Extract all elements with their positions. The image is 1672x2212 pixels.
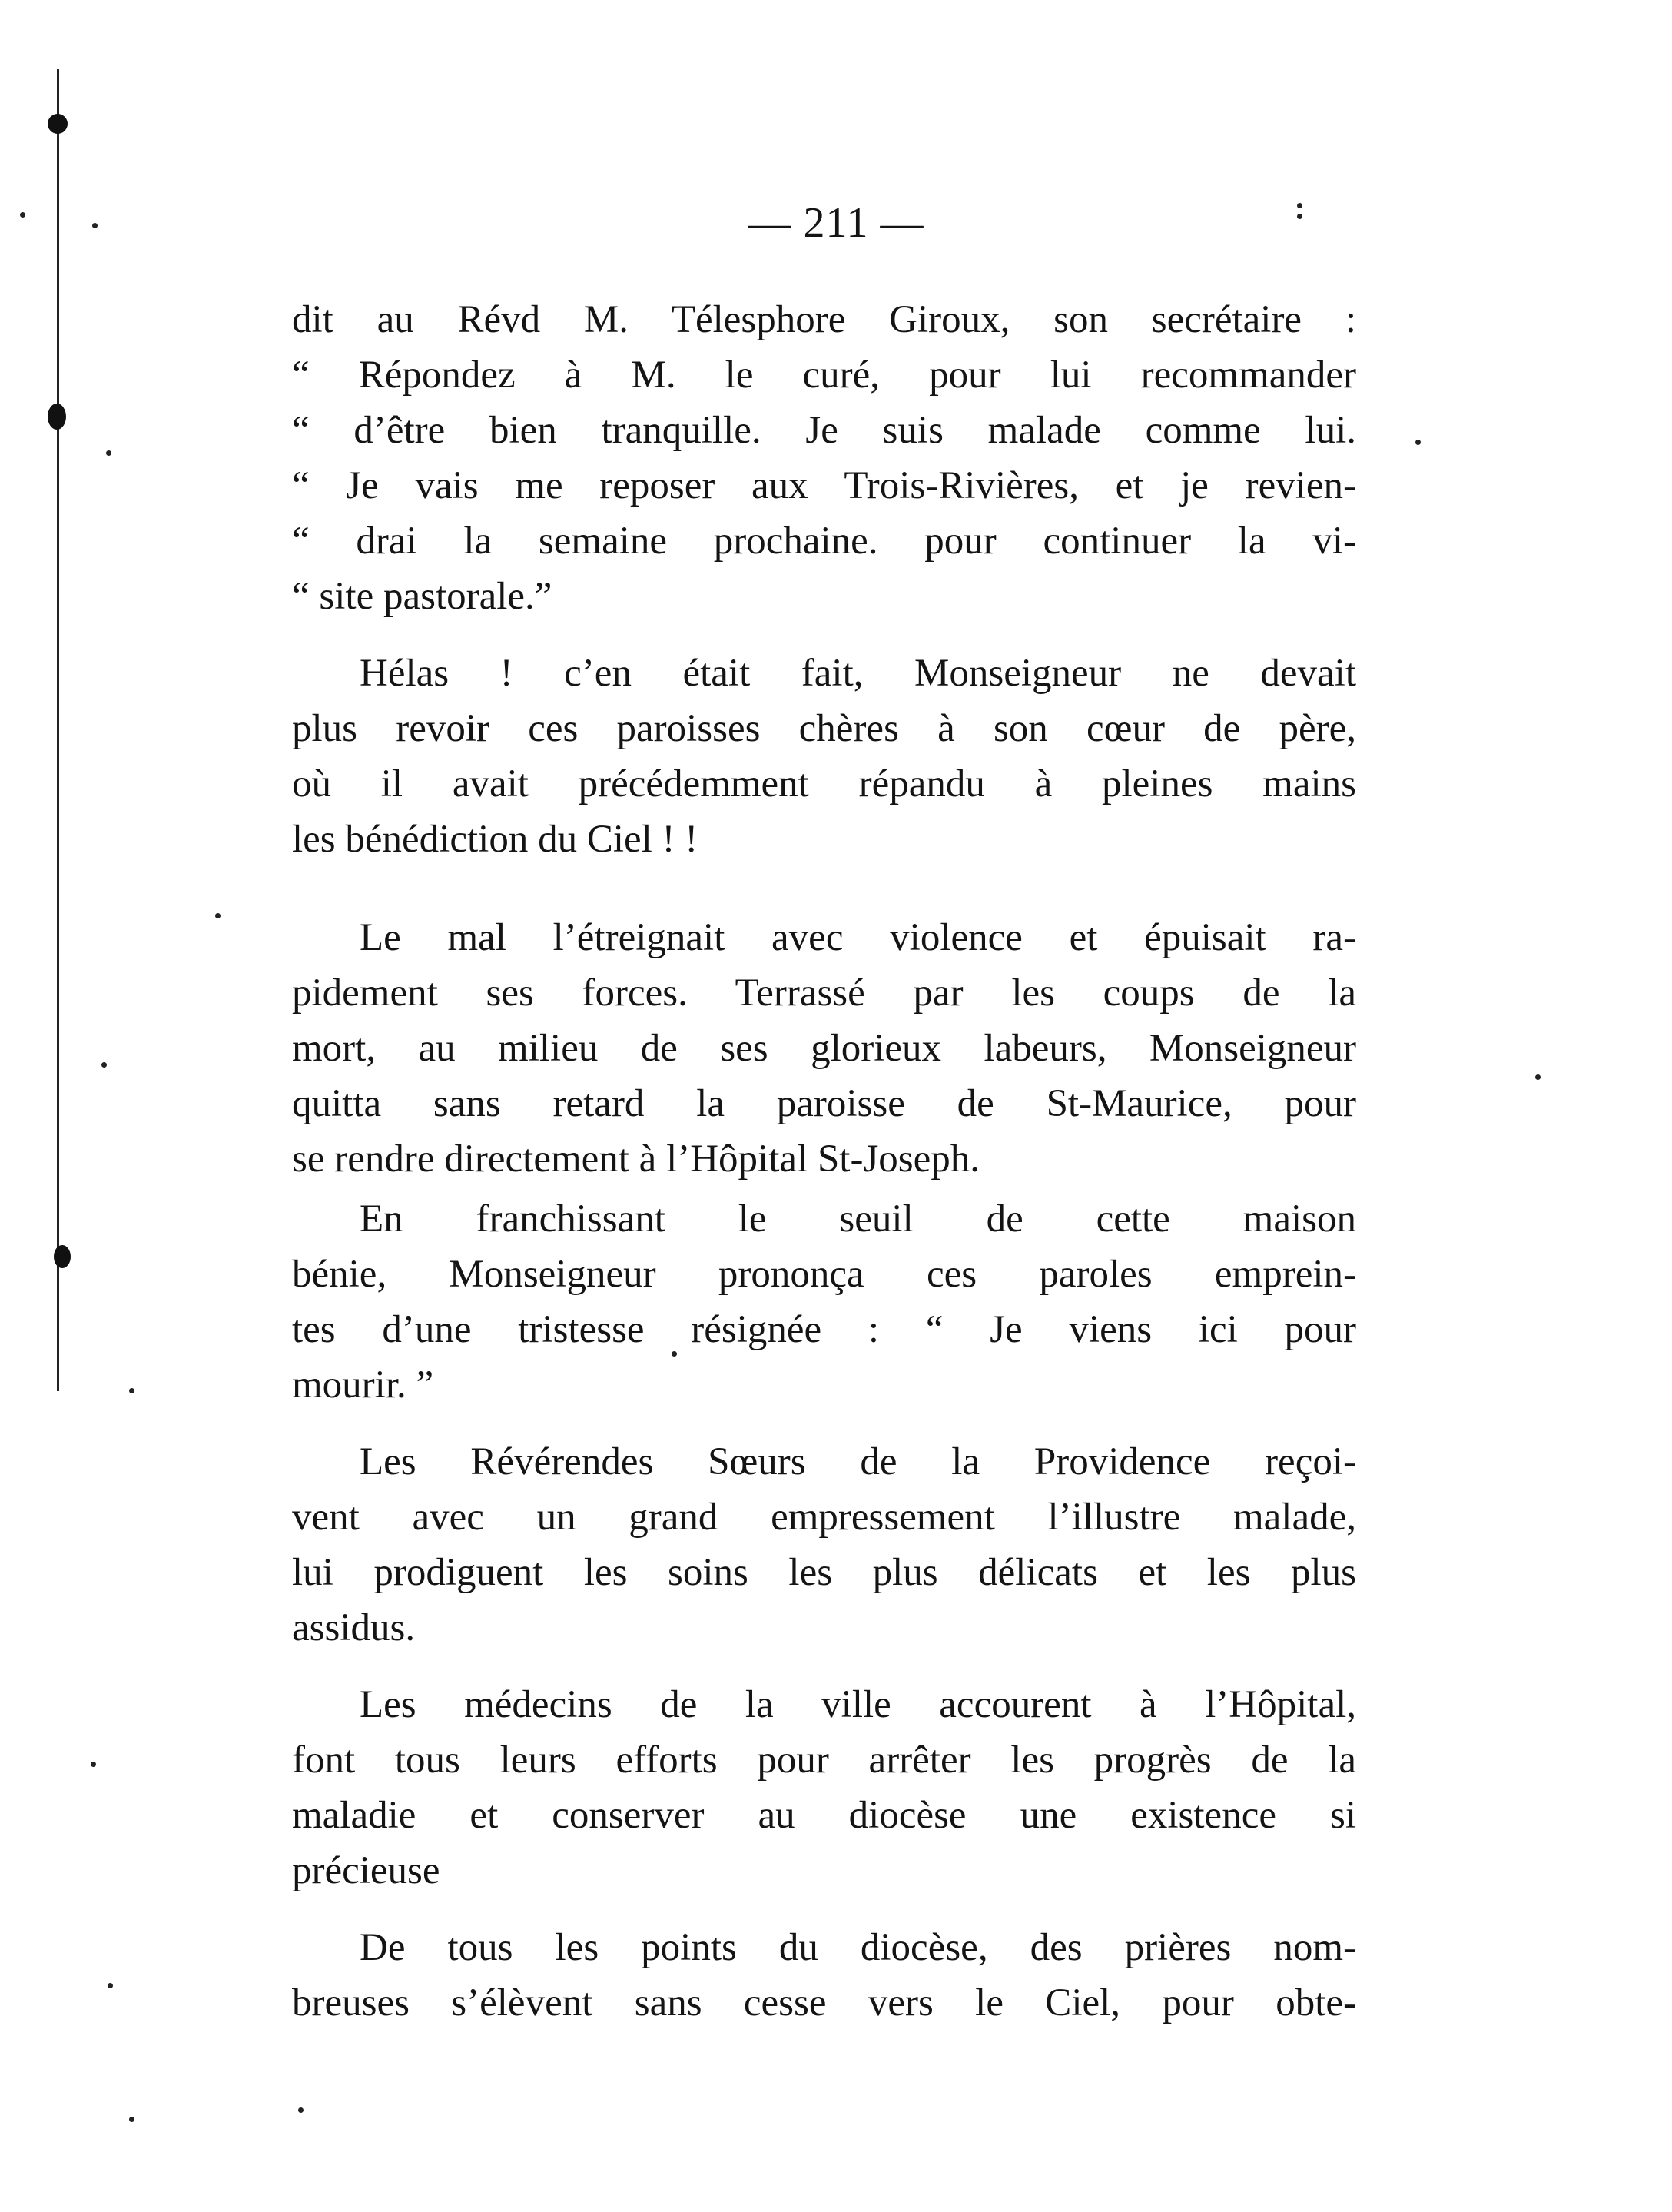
scan-speck (91, 1762, 96, 1767)
binding-mark (48, 114, 68, 134)
binding-mark (48, 404, 66, 430)
text-line: quitta sans retard la paroisse de St-Maurice, pour (292, 1082, 1356, 1125)
text-line: se rendre directement à l’Hôpital St-Joseph. (292, 1138, 980, 1181)
text-line: dit au Révd M. Télesphore Giroux, son secrétaire : (292, 298, 1356, 341)
text-line: “ d’être bien tranquille. Je suis malade comme lui. (292, 409, 1356, 452)
text-line: pidement ses forces. Terrassé par les coups de la (292, 971, 1356, 1015)
scan-speck (106, 450, 111, 456)
paragraph (292, 1191, 1356, 1413)
paragraph (292, 1434, 1356, 1656)
scan-speck (1415, 440, 1421, 445)
text-line: assidus. (292, 1606, 416, 1649)
text-line: plus revoir ces paroisses chères à son cœur de père, (292, 707, 1356, 750)
paragraph (292, 292, 1356, 624)
text-line: vent avec un grand empressement l’illustre malade, (292, 1496, 1356, 1539)
text-line: maladie et conserver au diocèse une existence si (292, 1794, 1356, 1837)
paragraph (292, 1920, 1356, 2031)
text-line: les bénédiction du Ciel ! ! (292, 818, 698, 861)
scan-speck (298, 2107, 304, 2113)
text-line: mourir. ” (292, 1363, 434, 1407)
scan-speck (215, 913, 221, 918)
binding-edge-line (57, 69, 59, 1391)
scan-speck (129, 2117, 134, 2122)
paragraph (292, 910, 1356, 1187)
text-line: précieuse (292, 1849, 440, 1892)
text-line: Les médecins de la ville accourent à l’Hôpital, (360, 1683, 1356, 1726)
paragraph (292, 1677, 1356, 1898)
scan-speck (1535, 1074, 1541, 1080)
text-line: bénie, Monseigneur prononça ces paroles emprein- (292, 1253, 1356, 1296)
text-line: où il avait précédemment répandu à pleines mains (292, 762, 1356, 805)
text-line: Le mal l’étreignait avec violence et épuisait ra- (360, 916, 1356, 959)
scan-speck (101, 1062, 107, 1068)
text-line: mort, au milieu de ses glorieux labeurs, Monseigneur (292, 1027, 1356, 1070)
text-line: De tous les points du diocèse, des prières nom- (360, 1926, 1356, 1969)
text-line: lui prodiguent les soins les plus délicats et les plus (292, 1551, 1356, 1594)
binding-mark (54, 1245, 71, 1268)
body-text (292, 292, 1356, 2031)
page-number: — 211 — (748, 199, 924, 247)
paragraph (292, 646, 1356, 867)
text-line: font tous leurs efforts pour arrêter les progrès de la (292, 1739, 1356, 1782)
text-line: “ Répondez à M. le curé, pour lui recommander (292, 354, 1356, 397)
text-line: “ drai la semaine prochaine. pour continuer la vi- (292, 520, 1356, 563)
text-line: breuses s’élèvent sans cesse vers le Ciel, pour obte- (292, 1981, 1356, 2024)
scan-speck (129, 1388, 134, 1393)
text-line: Les Révérendes Sœurs de la Providence reçoi- (360, 1440, 1356, 1483)
text-line: “ site pastorale.” (292, 575, 552, 618)
text-line: En franchissant le seuil de cette maison (360, 1197, 1356, 1241)
text-line: “ Je vais me reposer aux Trois-Rivières, et je revien- (292, 464, 1356, 507)
text-line: Hélas ! c’en était fait, Monseigneur ne devait (360, 652, 1356, 695)
scan-speck (108, 1983, 113, 1988)
text-line: tes d’une tristesse résignée : “ Je viens ici pour (292, 1308, 1356, 1351)
